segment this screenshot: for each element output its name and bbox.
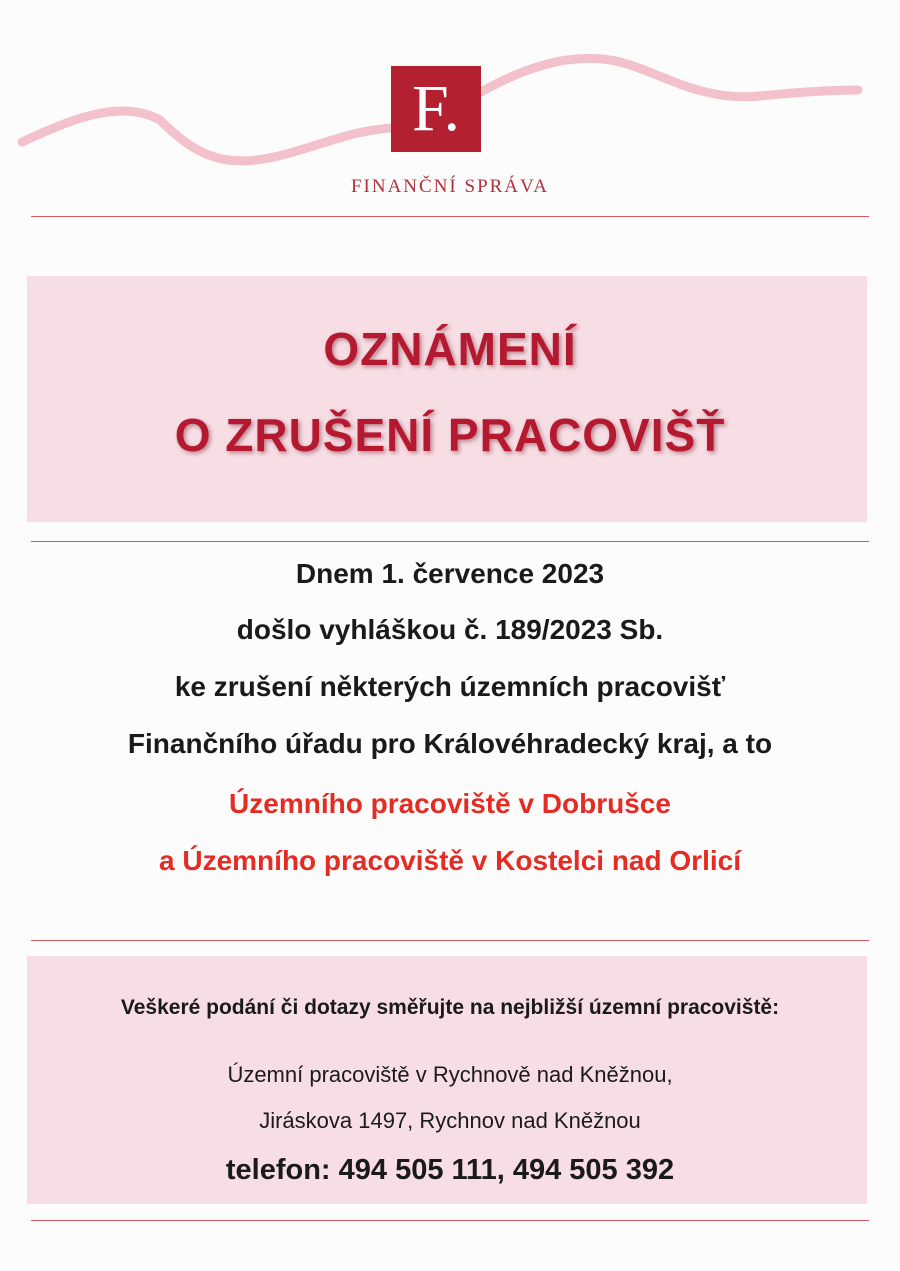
notice-date-line: Dnem 1. července 2023 (295, 558, 605, 589)
contact-phone: telefon: 494 505 111, 494 505 392 (225, 1154, 675, 1186)
contact-office-name: Územní pracoviště v Rychnově nad Kněžnou, (227, 1062, 673, 1087)
contact-heading: Veškeré podání či dotazy směřujte na nejbližší územní pracoviště: (120, 996, 780, 1019)
notice-office-line: Finančního úřadu pro Královéhradecký kraj, a to (127, 728, 773, 759)
divider-bottom (31, 1220, 869, 1221)
notice-decree-line: došlo vyhláškou č. 189/2023 Sb. (236, 614, 664, 645)
notice-title-line2: O ZRUŠENÍ PRACOVIŠŤ (174, 409, 726, 461)
notice-highlight-dobruska: Územního pracoviště v Dobrušce (229, 788, 671, 819)
title-band (27, 276, 867, 522)
contact-address: Jiráskova 1497, Rychnov nad Kněžnou (259, 1108, 641, 1133)
divider-top (31, 216, 869, 217)
notice-abolition-line: ke zrušení některých územních pracovišť (174, 671, 726, 702)
notice-title-line1: OZNÁMENÍ (323, 323, 577, 375)
notice-highlight-kostelec: a Územního pracoviště v Kostelci nad Orlicí (159, 845, 741, 876)
divider-before-info (31, 940, 869, 941)
divider-after-title (31, 541, 869, 542)
financni-sprava-logo (391, 66, 481, 152)
logo-letter: F. (412, 72, 460, 145)
brand-name: FINANČNÍ SPRÁVA (350, 176, 550, 197)
